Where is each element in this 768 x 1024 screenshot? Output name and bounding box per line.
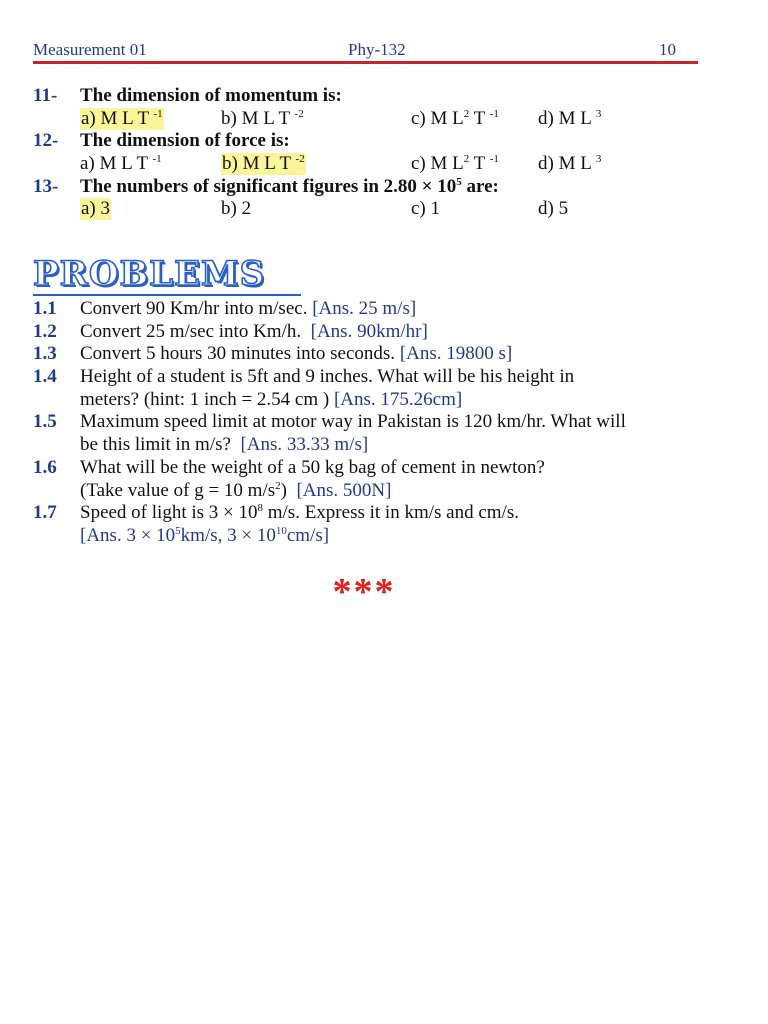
problem-number: 1.4 (33, 366, 57, 388)
problems-heading: PROBLEMS (33, 254, 266, 294)
question-11 (33, 85, 733, 108)
option-b-correct: b) M L T $^{-2}$ (222, 153, 305, 175)
problem-text: Convert 25 m/sec into Km/h. [Ans. 90km/hr] (80, 320, 428, 342)
question-number: 12- (33, 130, 59, 152)
question-12 (33, 130, 733, 153)
options-12 (33, 153, 733, 176)
problem-text: Height of a student is 5ft and 9 inches. What will be his height in (80, 366, 575, 388)
question-text: The dimension of force is: (80, 130, 290, 152)
problem-text: Convert 5 hours 30 minutes into seconds. [Ans. 19800 s] (80, 343, 513, 365)
mcq-section (33, 85, 733, 221)
question-number: 11- (33, 85, 58, 106)
problem-number: 1.2 (33, 320, 57, 342)
problem-1-7-cont (33, 525, 733, 548)
answer: [Ans. 500N] (296, 479, 392, 501)
answer: [Ans. $3 \times 10^5km/s$, $3 \times 10^{10}cm/s$] (80, 524, 330, 546)
problem-1-7 (33, 502, 733, 525)
problem-number: 1.3 (33, 343, 57, 365)
question-13 (33, 176, 733, 199)
question-number: 13- (33, 175, 59, 197)
problem-text: meters? (hint: 1 inch = 2.54 cm ) [Ans. 175.26cm] (80, 388, 463, 410)
problem-1-5 (33, 411, 733, 434)
heading-underline (33, 294, 301, 296)
course-code: Phy-132 (348, 40, 406, 59)
answer: [Ans. 90km/hr] (310, 320, 428, 342)
problem-1-4-cont (33, 389, 733, 412)
options-13 (33, 198, 733, 221)
problem-number: 1.5 (33, 411, 57, 433)
problem-1-2 (33, 321, 733, 344)
option-b: b) 2 (221, 198, 252, 220)
problem-1-6-cont (33, 480, 733, 503)
options-11 (33, 108, 733, 131)
problem-text: Convert 90 Km/hr into m/sec. [Ans. 25 m/s] (80, 298, 417, 319)
option-a-correct: a) 3 (81, 198, 111, 220)
header-divider (33, 61, 698, 64)
problem-1-5-cont (33, 434, 733, 457)
problem-1-4 (33, 366, 733, 389)
option-d: d) M L $^3$ (538, 107, 602, 129)
question-text: The numbers of significant figures in $2.80 \times 10^5$ are: (80, 175, 499, 197)
option-c: c) M $L^2$ T $^{-1}$ (411, 153, 499, 175)
option-a-correct: a) M L T $^{-1}$ (81, 107, 163, 129)
problem-text: Speed of light is $3 \times 10^8$ m/s. Express it in km/s and cm/s. (80, 502, 519, 524)
problem-text: What will be the weight of a 50 kg bag of cement in newton? (80, 456, 545, 478)
option-d: d) 5 (538, 198, 569, 220)
page-number: 10 (659, 40, 676, 59)
problem-text: (Take value of g = 10 $m/s^2$) [Ans. 500N] (80, 479, 392, 501)
page-header (33, 38, 698, 62)
option-c: c) M $L^2$ T $^{-1}$ (411, 107, 499, 129)
answer: [Ans. 33.33 m/s] (240, 434, 369, 456)
problem-1-6 (33, 457, 733, 480)
problem-text: be this limit in m/s? [Ans. 33.33 m/s] (80, 434, 369, 456)
answer: [Ans. 19800 s] (399, 343, 513, 365)
problem-number: 1.6 (33, 456, 57, 478)
question-text: The dimension of momentum is: (80, 85, 342, 106)
option-c: c) 1 (411, 198, 441, 220)
problem-text: Maximum speed limit at motor way in Pakistan is 120 km/hr. What will (80, 411, 626, 433)
answer: [Ans. 25 m/s] (312, 298, 417, 319)
chapter-title: Measurement 01 (33, 40, 147, 59)
problems-list (33, 298, 733, 548)
answer: [Ans. 175.26cm] (333, 388, 463, 410)
option-a: a) M L T $^{-1}$ (80, 153, 162, 175)
end-of-section-mark: *** (332, 571, 396, 613)
option-d: d) M L $^3$ (538, 153, 602, 175)
problem-number: 1.7 (33, 502, 57, 524)
problem-number: 1.1 (33, 298, 57, 319)
problem-1-1 (33, 298, 733, 321)
problem-1-3 (33, 343, 733, 366)
option-b: b) M L T $^{-2}$ (221, 107, 304, 129)
